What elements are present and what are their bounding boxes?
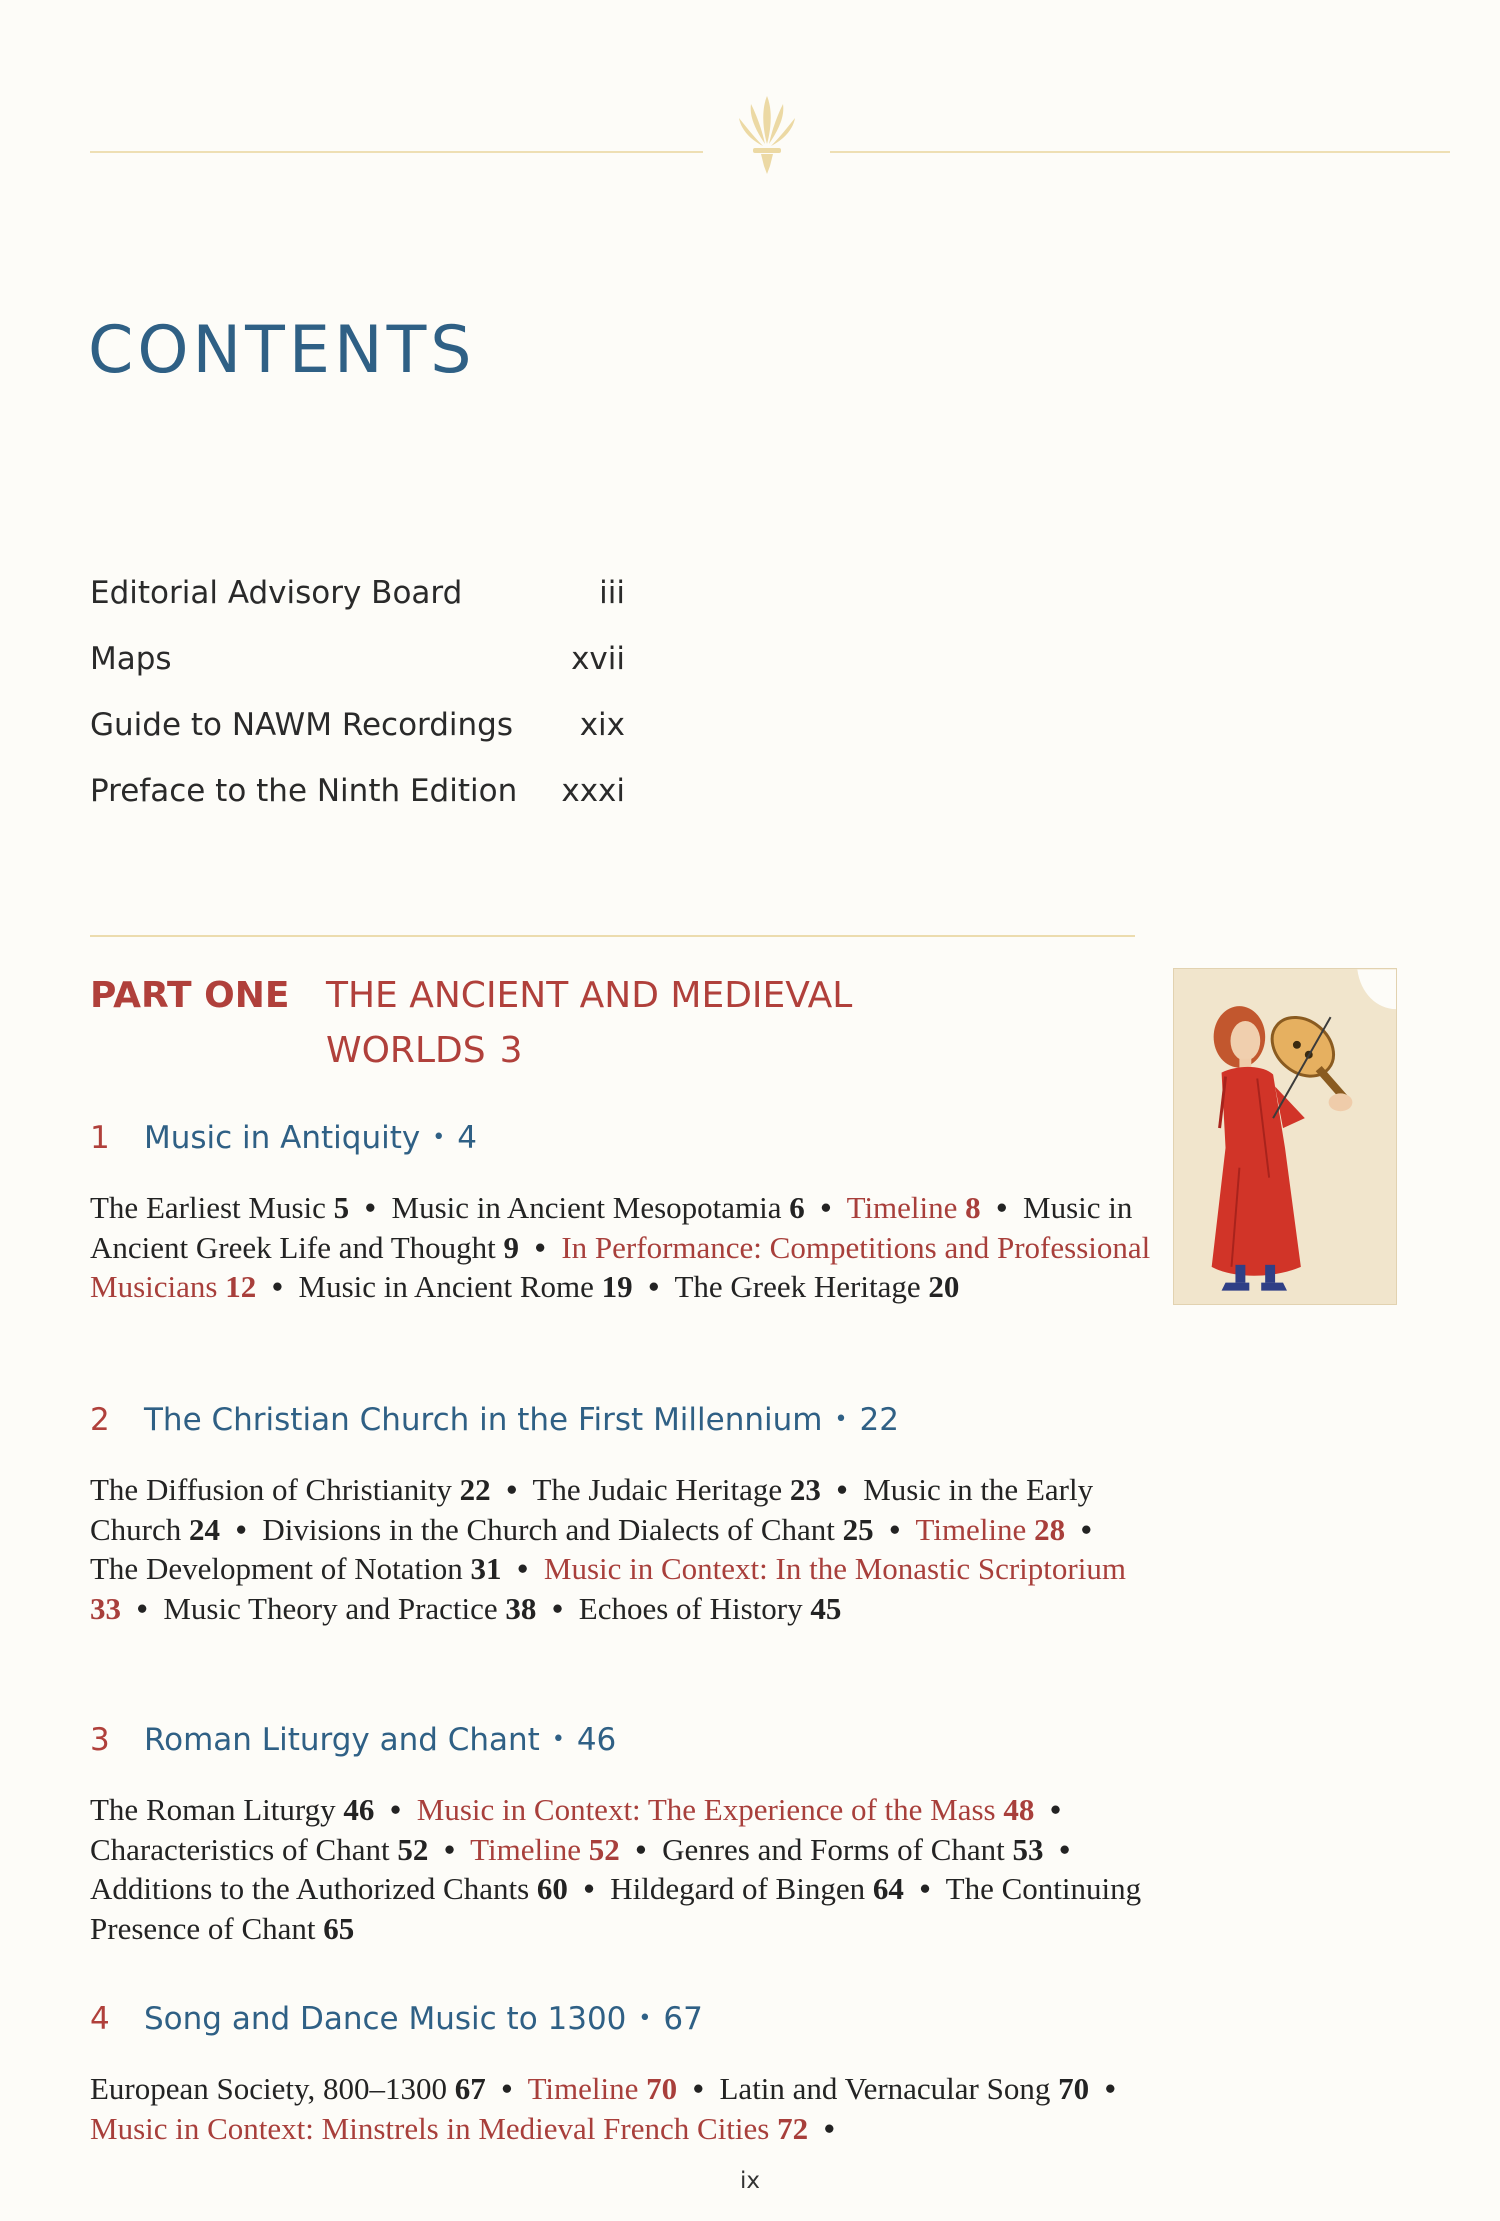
entry-title: Music in Context: Minstrels in Medieval French Cities xyxy=(90,2110,770,2146)
entry-page: 23 xyxy=(789,1472,821,1507)
entry-page: 60 xyxy=(536,1871,568,1906)
chapter-title: The Christian Church in the First Millennium xyxy=(144,1402,823,1438)
entry-page: 48 xyxy=(1003,1792,1035,1827)
entry-separator: • xyxy=(1104,2071,1116,2106)
entry-page: 9 xyxy=(503,1229,519,1265)
front-matter-label: Preface to the Ninth Edition xyxy=(90,773,518,809)
section-entry[interactable] xyxy=(90,2071,486,2106)
section-entry[interactable] xyxy=(262,1512,873,1547)
entry-title: The Earliest Music xyxy=(90,1190,326,1225)
bullet-separator-icon: • xyxy=(551,1727,565,1752)
feature-entry[interactable] xyxy=(417,1792,1035,1827)
chapter-number: 1 xyxy=(90,1120,110,1156)
chapter-page: 67 xyxy=(663,2001,703,2037)
front-matter-item[interactable] xyxy=(90,641,625,707)
entry-separator: • xyxy=(1080,1511,1092,1547)
entry-title: Divisions in the Church and Dialects of Chant xyxy=(262,1511,835,1547)
section-entry[interactable] xyxy=(532,1472,820,1507)
entry-title: Music in Ancient Greek Life and Thought xyxy=(90,1190,1133,1265)
section-entry[interactable] xyxy=(720,2071,1090,2106)
entry-separator: • xyxy=(444,1831,455,1867)
entry-page: 22 xyxy=(459,1472,491,1507)
section-entry[interactable] xyxy=(90,1792,374,1827)
entry-page: 70 xyxy=(646,2071,678,2106)
entry-page: 53 xyxy=(1012,1831,1044,1867)
entry-title: The Development of Notation xyxy=(90,1551,463,1586)
section-entry[interactable] xyxy=(579,1591,842,1626)
entry-separator: • xyxy=(1059,1831,1071,1867)
entry-title: Additions to the Authorized Chants xyxy=(90,1871,530,1906)
entry-title: Hildegard of Bingen xyxy=(610,1871,866,1906)
entry-separator: • xyxy=(836,1472,848,1507)
top-ornament-rule-left xyxy=(90,151,703,153)
front-matter-item[interactable] xyxy=(90,773,625,839)
feature-entry[interactable] xyxy=(90,2111,808,2146)
section-entry[interactable] xyxy=(163,1591,536,1626)
entry-title: The Roman Liturgy xyxy=(90,1792,336,1827)
part-label: PART ONE xyxy=(90,975,290,1016)
entry-page: 52 xyxy=(588,1831,620,1867)
entry-title: In Performance: Competitions and Professional Musicians xyxy=(90,1229,1151,1304)
entry-separator: • xyxy=(996,1190,1008,1225)
entry-title: Timeline xyxy=(470,1831,581,1867)
entry-page: 24 xyxy=(189,1511,221,1547)
part-divider-rule xyxy=(90,935,1135,937)
entry-title: Genres and Forms of Chant xyxy=(662,1831,1005,1867)
entry-title: Music in the Early Church xyxy=(90,1472,1094,1547)
part-title-text: THE ANCIENT AND MEDIEVAL WORLDS xyxy=(326,975,853,1071)
chapter-section xyxy=(90,1999,1150,2148)
chapter-heading[interactable] xyxy=(90,1999,1150,2039)
feature-entry[interactable] xyxy=(847,1190,981,1225)
chapter-number: 2 xyxy=(90,1402,110,1438)
front-matter-page: xxxi xyxy=(561,773,625,809)
entry-page: 12 xyxy=(225,1269,257,1304)
entry-separator: • xyxy=(889,1511,901,1547)
entry-separator: • xyxy=(517,1551,529,1586)
part-page: 3 xyxy=(499,1030,523,1071)
entry-page: 70 xyxy=(1058,2071,1090,2106)
chapter-page: 46 xyxy=(576,1722,617,1758)
entry-title: Timeline xyxy=(846,1190,958,1225)
entry-page: 67 xyxy=(454,2071,486,2106)
entry-page: 19 xyxy=(601,1269,633,1304)
entry-title: The Diffusion of Christianity xyxy=(90,1472,452,1507)
entry-page: 8 xyxy=(965,1190,981,1225)
part-heading[interactable] xyxy=(90,968,986,1078)
entry-title: Echoes of History xyxy=(578,1590,803,1626)
chapter-entries xyxy=(90,1470,1155,1628)
section-entry[interactable] xyxy=(90,1832,428,1867)
front-matter-item[interactable] xyxy=(90,707,625,773)
front-matter-page: xvii xyxy=(571,641,625,677)
section-entry[interactable] xyxy=(662,1832,1043,1867)
chapter-entries xyxy=(90,1188,1155,1307)
chapter-section xyxy=(90,1400,1150,1628)
entry-separator: • xyxy=(823,2110,835,2146)
entry-separator: • xyxy=(235,1511,247,1547)
feature-entry[interactable] xyxy=(528,2071,678,2106)
entry-page: 38 xyxy=(505,1590,537,1626)
chapter-heading[interactable] xyxy=(90,1720,1150,1760)
entry-separator: • xyxy=(648,1269,660,1304)
feature-entry[interactable] xyxy=(915,1512,1065,1547)
chapter-heading[interactable] xyxy=(90,1118,1150,1158)
entry-page: 6 xyxy=(789,1190,805,1225)
entry-title: Timeline xyxy=(527,2071,639,2106)
chapter-title: Song and Dance Music to 1300 xyxy=(144,2001,627,2037)
entry-page: 20 xyxy=(928,1269,960,1304)
vielle-player-icon xyxy=(1174,969,1396,1304)
entry-page: 52 xyxy=(397,1831,429,1867)
entry-title: Music in Ancient Mesopotamia xyxy=(391,1190,782,1225)
page-title: CONTENTS xyxy=(88,313,476,388)
entry-separator: • xyxy=(635,1831,647,1867)
section-entry[interactable] xyxy=(674,1269,959,1304)
section-entry[interactable] xyxy=(392,1190,805,1225)
chapter-title: Music in Antiquity xyxy=(144,1120,421,1156)
medieval-vielle-player-illustration xyxy=(1173,968,1397,1305)
front-matter-label: Guide to NAWM Recordings xyxy=(90,707,514,743)
entry-title: Music in Context: The Experience of the Mass xyxy=(416,1792,996,1827)
entry-title: Music Theory and Practice xyxy=(163,1590,498,1626)
entry-title: Timeline xyxy=(915,1511,1027,1547)
page-number: ix xyxy=(739,2168,760,2194)
top-ornament-rule-right xyxy=(830,151,1450,153)
entry-separator: • xyxy=(583,1871,595,1906)
entry-separator: • xyxy=(692,2071,704,2106)
chapter-page: 22 xyxy=(859,1402,899,1438)
entry-page: 31 xyxy=(470,1551,502,1586)
section-entry[interactable] xyxy=(90,1190,349,1225)
front-matter-list xyxy=(90,575,625,839)
entry-separator: • xyxy=(364,1190,376,1225)
entry-page: 65 xyxy=(323,1910,355,1946)
entry-title: Latin and Vernacular Song xyxy=(719,2071,1051,2106)
section-entry[interactable] xyxy=(610,1871,904,1906)
entry-title: European Society, 800–1300 xyxy=(90,2071,447,2106)
entry-page: 33 xyxy=(90,1590,121,1626)
entry-page: 28 xyxy=(1034,1511,1066,1547)
entry-title: Characteristics of Chant xyxy=(90,1831,390,1867)
entry-separator: • xyxy=(136,1590,148,1626)
chapter-number: 4 xyxy=(90,2001,110,2037)
entry-page: 25 xyxy=(842,1511,874,1547)
front-matter-item[interactable] xyxy=(90,575,625,641)
front-matter-page: xix xyxy=(579,707,625,743)
front-matter-label: Editorial Advisory Board xyxy=(90,575,463,611)
bullet-separator-icon: • xyxy=(432,1125,446,1150)
entry-page: 46 xyxy=(343,1792,375,1827)
front-matter-page: iii xyxy=(599,575,625,611)
chapter-entries xyxy=(90,1790,1155,1948)
chapter-heading[interactable] xyxy=(90,1400,1150,1440)
bullet-separator-icon: • xyxy=(638,2006,652,2031)
feature-entry[interactable] xyxy=(470,1832,620,1867)
entry-page: 45 xyxy=(810,1590,842,1626)
bullet-separator-icon: • xyxy=(834,1407,848,1432)
chapter-page: 4 xyxy=(457,1120,477,1156)
fleuron-ornament-icon xyxy=(735,92,799,178)
entry-separator: • xyxy=(820,1190,832,1225)
chapter-section xyxy=(90,1118,1150,1307)
entry-separator: • xyxy=(506,1472,518,1507)
entry-title: The Judaic Heritage xyxy=(532,1472,783,1507)
entry-separator: • xyxy=(390,1792,402,1827)
chapter-section xyxy=(90,1720,1150,1948)
entry-title: The Greek Heritage xyxy=(674,1269,921,1304)
entry-page: 72 xyxy=(777,2110,809,2146)
entry-separator: • xyxy=(534,1229,546,1265)
entry-separator: • xyxy=(552,1590,564,1626)
entry-page: 5 xyxy=(333,1190,350,1225)
chapter-entries xyxy=(90,2069,1155,2148)
part-title xyxy=(326,968,986,1078)
chapter-number: 3 xyxy=(90,1722,110,1758)
section-entry[interactable] xyxy=(299,1269,633,1304)
section-entry[interactable] xyxy=(90,1472,491,1507)
entry-title: Music in Ancient Rome xyxy=(298,1269,594,1304)
section-entry[interactable] xyxy=(90,1871,568,1906)
entry-separator: • xyxy=(1050,1792,1061,1827)
entry-title: The Continuing Presence of Chant xyxy=(90,1871,1142,1946)
front-matter-label: Maps xyxy=(90,641,172,677)
chapter-title: Roman Liturgy and Chant xyxy=(144,1722,540,1758)
entry-separator: • xyxy=(919,1871,931,1906)
entry-title: Music in Context: In the Monastic Scriptorium xyxy=(543,1551,1126,1586)
entry-page: 64 xyxy=(872,1871,904,1906)
entry-separator: • xyxy=(271,1269,283,1304)
section-entry[interactable] xyxy=(90,1551,502,1586)
entry-separator: • xyxy=(501,2071,513,2106)
